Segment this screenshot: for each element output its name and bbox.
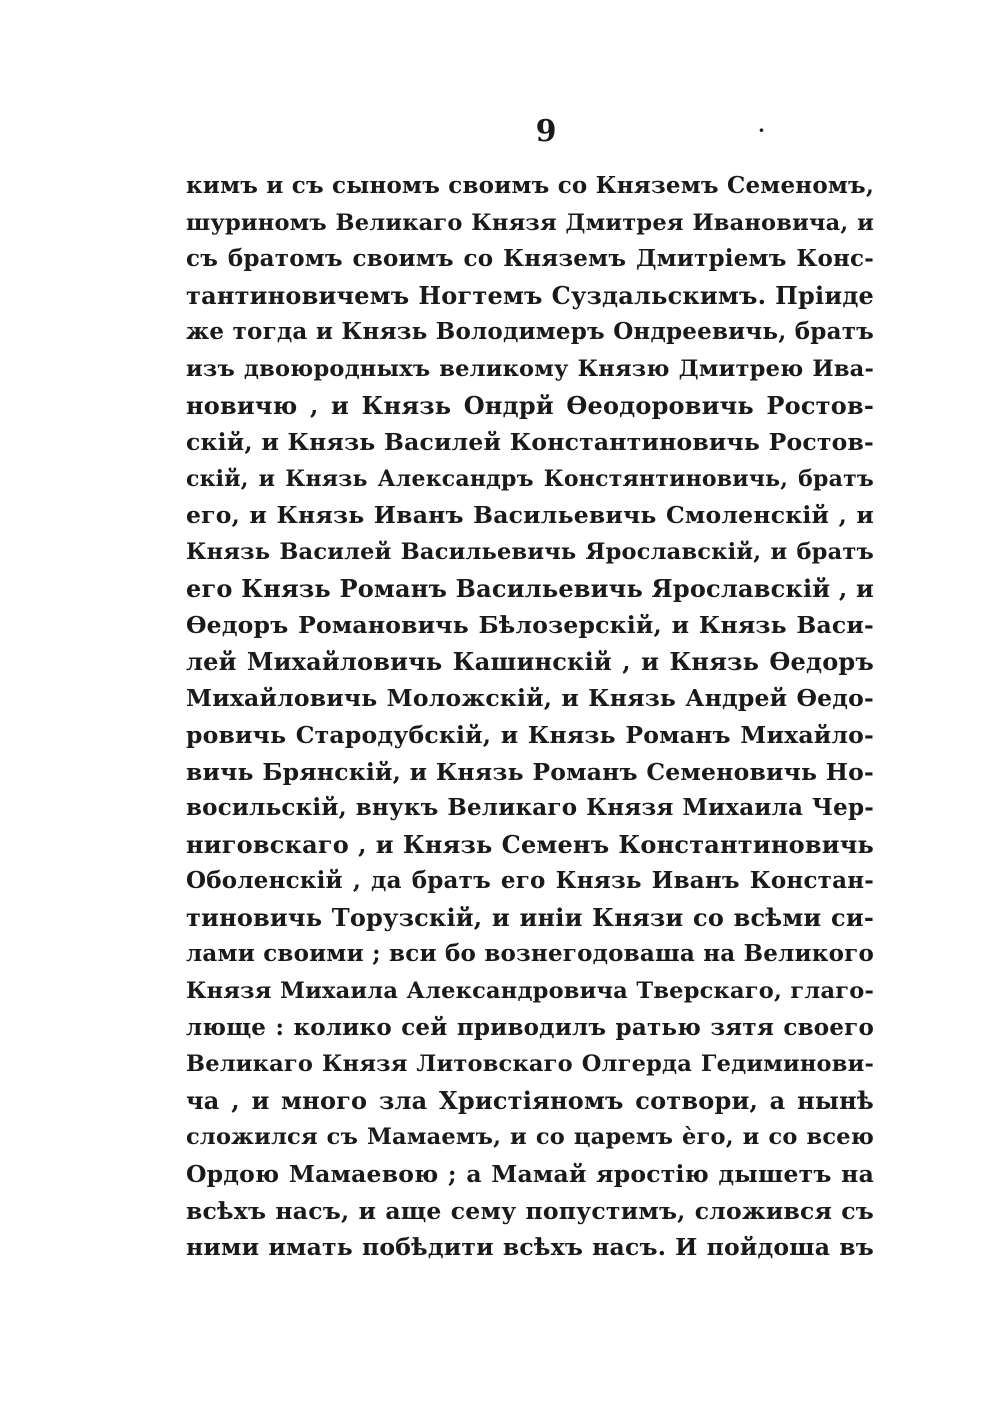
text-line: Великаго Князя Литовскаго Олгерда Гедиминови- xyxy=(186,1051,874,1078)
text-line: кимъ и съ сыномъ своимъ со Княземъ Семеномъ, xyxy=(186,172,875,199)
text-line: Оболенскій , да братъ его Князь Иванъ Констан- xyxy=(186,867,874,895)
text-line: скій, и Князь Василей Константиновичь Ростов- xyxy=(186,428,874,457)
text-line: лей Михайловичь Кашинскій , и Князь Ѳедоръ xyxy=(186,646,874,676)
text-block xyxy=(186,168,874,1266)
text-line: сложился съ Мамаемъ, и со царемъ ѐго, и со всею xyxy=(186,1124,874,1151)
text-line: изъ двоюродныхъ великому Князю Дмитрею Ива- xyxy=(186,355,874,382)
text-line: съ братомъ своимъ со Княземъ Дмитріемъ Конс- xyxy=(186,245,874,273)
text-line: люще : колико сей приводилъ ратью зятя своего xyxy=(186,1013,874,1041)
text-line: восильскій, внукъ Великаго Князя Михаила Чер- xyxy=(186,794,874,822)
text-line: Князя Михаила Александровича Тверскаго, глаго- xyxy=(186,978,874,1005)
text-line: ниговскаго , и Князь Семенъ Константиновичь xyxy=(186,829,874,859)
text-line: Ѳедоръ Романовичь Бѣлозерскій, и Князь Васи- xyxy=(186,611,874,640)
text-line: скій, и Князь Александръ Констянтиновичь, братъ xyxy=(186,465,874,492)
text-line: тиновичь Торузскій, и иніи Князи со всѣми си- xyxy=(186,902,874,932)
text-line: лами своими ; вси бо вознегодоваша на Великого xyxy=(186,940,874,968)
text-line: ровичь Стародубскій, и Князь Романъ Михайло- xyxy=(186,720,874,749)
text-line: его Князь Романъ Васильевичь Ярославскій , и xyxy=(186,573,874,603)
text-line: шуриномъ Великаго Князя Дмитрея Ивановича, и xyxy=(186,209,874,236)
text-line: Михайловичь Моложскій, и Князь Андрей Ѳедо- xyxy=(186,684,874,713)
text-line: тантиновичемъ Ногтемъ Суздальскимъ. Пріиде xyxy=(186,280,874,310)
text-line: ними имать побѣдити всѣхъ насъ. И пойдоша въ xyxy=(186,1233,874,1262)
text-line: всѣхъ насъ, и аще сему попустимъ, сложився съ xyxy=(186,1196,874,1225)
page-number: 9 xyxy=(535,114,557,149)
text-line: вичь Брянскій, и Князь Романъ Семеновичь Но- xyxy=(186,757,874,786)
text-line: Ордою Мамаевою ; а Мамай яростію дышетъ на xyxy=(186,1160,874,1189)
text-line: новичю , и Князь Ондрй Ѳеодоровичь Ростов- xyxy=(186,390,874,420)
text-line: Князь Василей Васильевичь Ярославскій, и братъ xyxy=(186,538,874,565)
stray-mark: · xyxy=(758,118,765,142)
text-line: ча , и много зла Христіяномъ сотвори, а нынѣ xyxy=(186,1085,874,1115)
text-line: его, и Князь Иванъ Васильевичь Смоленскій , и xyxy=(186,501,874,530)
text-line: же тогда и Князь Володимеръ Ондреевичь, братъ xyxy=(186,318,874,346)
